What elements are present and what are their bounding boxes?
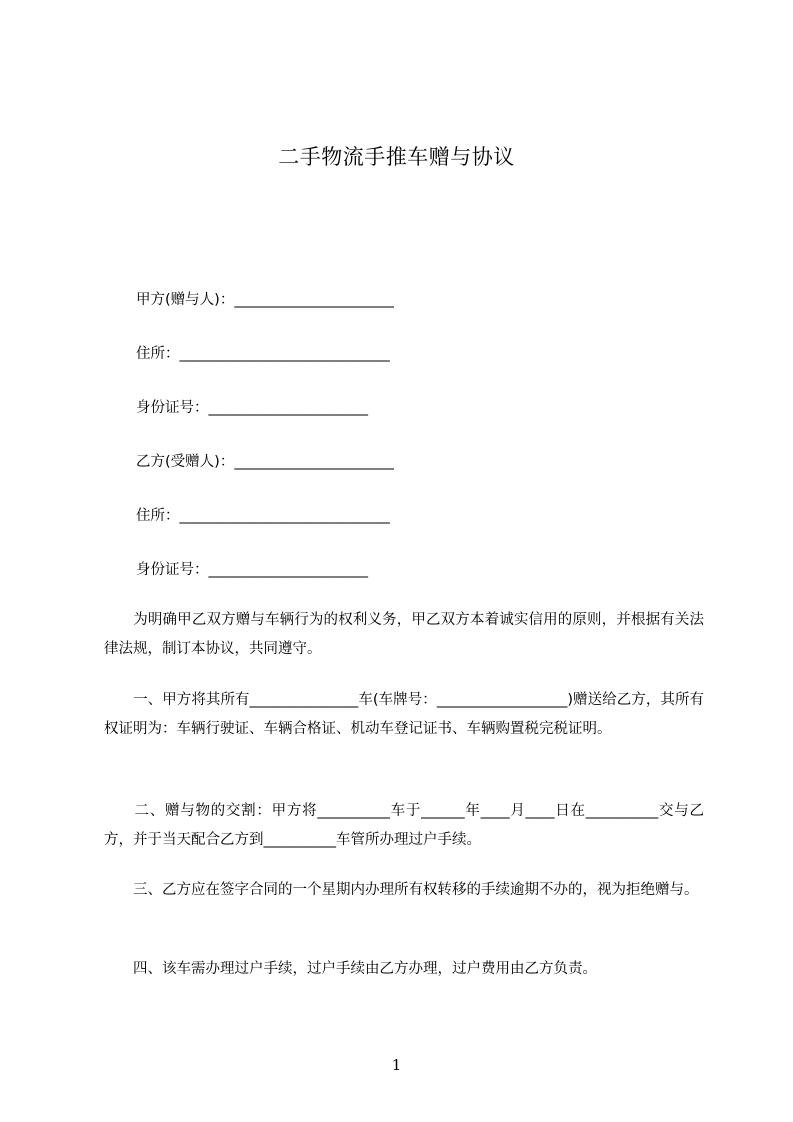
donor-name-field: 甲方(赠与人)：______________________ <box>136 292 394 308</box>
donee-id-field: 身份证号：______________________ <box>136 562 368 578</box>
donee-name-field: 乙方(受赠人)：______________________ <box>136 454 394 470</box>
clause-3-paragraph: 三、乙方应在签字合同的一个星期内办理所有权转移的手续逾期不办的，视为拒绝赠与。 <box>104 882 699 898</box>
clause-1-paragraph: 一、甲方将其所有_______________车(车牌号：__________________)赠送给乙方，其所有权证明为：车辆行驶证、车辆合格证、机动车登记证书、车辆购置税完税证明。 <box>104 692 704 737</box>
donor-id-field: 身份证号：______________________ <box>136 400 368 416</box>
clause-2-paragraph: 二、赠与物的交割：甲方将__________车于______年____月____日在__________交与乙方，并于当天配合乙方到__________车管所办理过户手续。 <box>104 803 704 848</box>
document-title: 二手物流手推车赠与协议 <box>278 145 515 169</box>
page-number: 1 <box>391 1056 402 1074</box>
donee-address-field: 住所：_____________________________ <box>136 508 390 524</box>
donor-address-field: 住所：_____________________________ <box>136 346 390 362</box>
clause-4-paragraph: 四、该车需办理过户手续，过户手续由乙方办理，过户费用由乙方负责。 <box>104 961 597 977</box>
preamble-paragraph: 为明确甲乙双方赠与车辆行为的权利义务，甲乙双方本着诚实信用的原则，并根据有关法律法规，制订本协议，共同遵守。 <box>104 612 704 657</box>
